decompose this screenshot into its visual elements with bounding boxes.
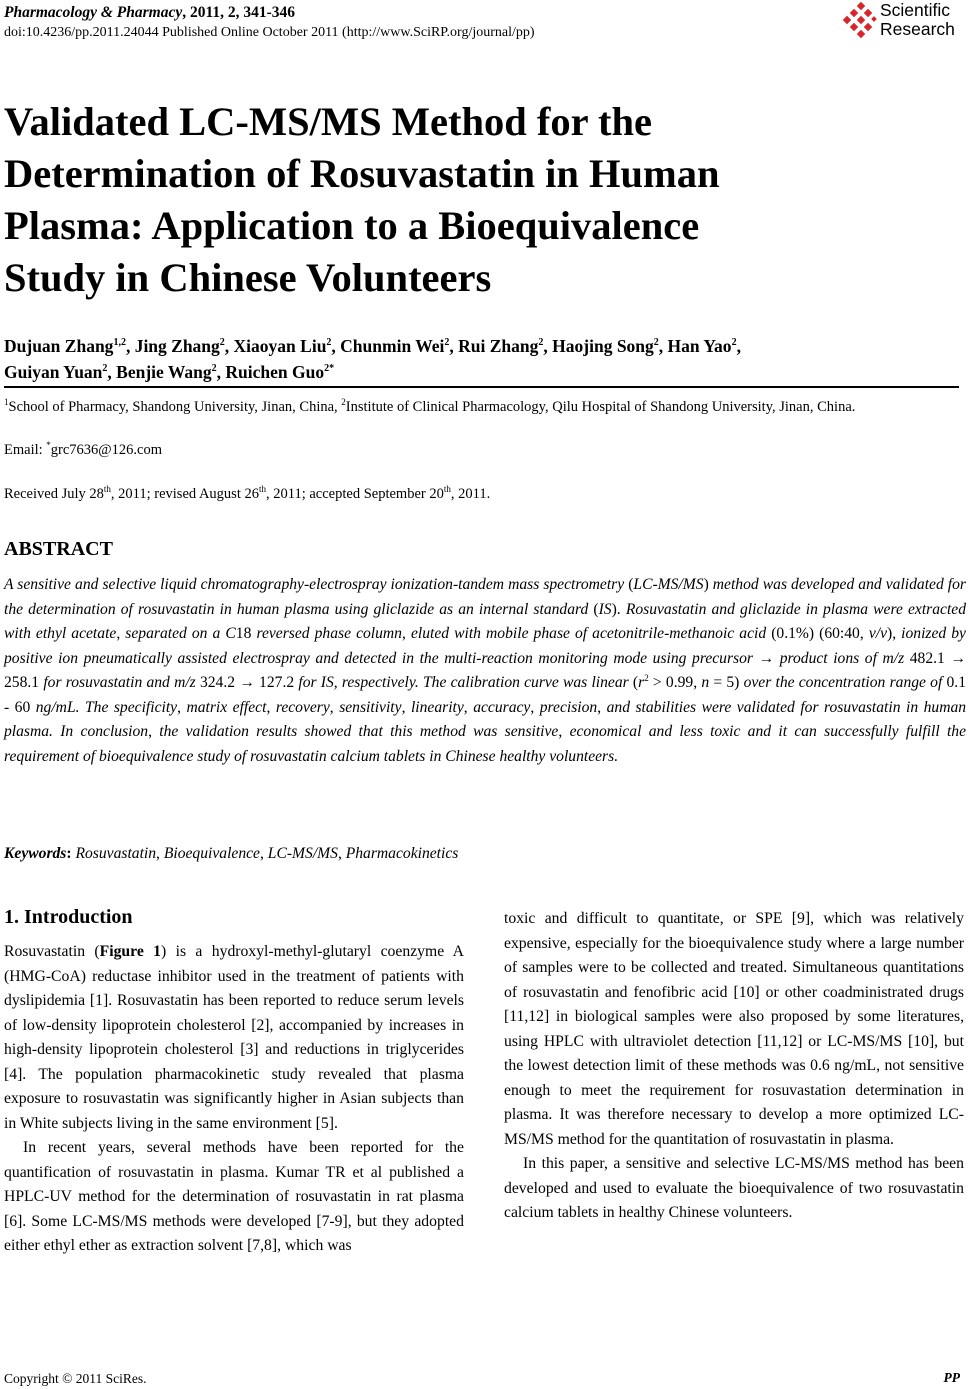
figure-reference[interactable]: Figure 1 bbox=[99, 943, 162, 960]
author: Rui Zhang$^2$ bbox=[458, 336, 544, 356]
author: Ruichen Guo$^{2*}$ bbox=[225, 362, 335, 382]
author: Guiyan Yuan$^2$ bbox=[4, 362, 108, 382]
paragraph: toxic and difficult to quantitate, or SPE [9], which was relatively expensive, especially for the bioequivalence study where a large number of samples were to be collected and treated. Simultaneous quantitations of rosuvastatin and fenofibric acid [10] or other coadministrated drugs [11,12] in biological samples were also proposed by some literatures, using HPLC with ultraviolet detection [11,12] or LC-MS/MS [10], but the lowest detection limit of these methods was 0.6 ng/mL, not sensitive enough to meet the requirement for rosuvastation determination in plasma. It was therefore necessary to develop a more optimized LC-MS/MS method for the quantitation of rosuvastatin in plasma. bbox=[504, 910, 964, 1148]
logo-wordmark bbox=[880, 1, 955, 39]
abstract-text: A sensitive and selective liquid chromatography-electrospray ionization-tandem mass spectrometry (LC-MS/MS) method was developed and validated for the determination of rosuvastatin in human plasma using gliclazide as an internal standard (IS). Rosuvastatin and gliclazide in plasma were extracted with ethyl acetate, separated on a C18 reversed phase column, eluted with mobile phase of acetonitrile-methanoic acid (0.1%) (60:40, v/v), ionized by positive ion pneumatically assisted electrospray and detected in the multi-reaction monitoring mode using precursor → product ions of m/z 482.1 → 258.1 for rosuvastatin and m/z 324.2 → 127.2 for IS, respectively. The calibration curve was linear ($r^2 > 0.99$, n = 5) over the concentration range of 0.1 - 60 ng/mL. The specificity, matrix effect, recovery, sensitivity, linearity, accuracy, precision, and stabilities were validated for rosuvastatin in human plasma. In conclusion, the validation results showed that this method was sensitive, economical and less toxic and it can successfully fulfill the requirement of bioequivalence study of rosuvastatin calcium tablets in Chinese healthy volunteers. bbox=[4, 576, 967, 765]
title-divider bbox=[4, 386, 959, 388]
diamond-pattern-icon bbox=[842, 2, 878, 40]
body-column-right bbox=[504, 907, 964, 1226]
paragraph: In this paper, a sensitive and selective LC-MS/MS method has been developed and used to evaluate the bioequivalence of two rosuvastatin calcium tablets in healthy Chinese volunteers. bbox=[504, 1155, 964, 1221]
corresponding-email: Email: *grc7636@126.com bbox=[4, 440, 163, 458]
author: Dujuan Zhang$^{1,2}$ bbox=[4, 336, 126, 356]
author: Han Yao$^2$ bbox=[667, 336, 737, 356]
body-column-left bbox=[4, 940, 464, 1259]
received-dates: Received July 28th, 2011; revised August 26th, 2011; accepted September 20th, 2011. bbox=[4, 484, 491, 502]
author-list: Dujuan Zhang$^{1,2}$, Jing Zhang$^2$, Xiaoyan Liu$^2$, Chunmin Wei$^2$, Rui Zhang$^2$, Haojing Song$^2$, Han Yao$^2$, Guiyan Yuan$^2$, Benjie Wang$^2$, Ruichen Guo$^{2*}$ bbox=[4, 336, 741, 382]
copyright-footer: Copyright © 2011 SciRes. bbox=[4, 1371, 147, 1386]
journal-volume: , 2011, 2, 341-346 bbox=[182, 4, 296, 21]
abstract-heading: ABSTRACT bbox=[4, 538, 113, 560]
author: Benjie Wang$^2$ bbox=[116, 362, 217, 382]
author: Xiaoyan Liu$^2$ bbox=[233, 336, 332, 356]
email-address[interactable]: grc7636@126.com bbox=[50, 442, 163, 458]
logo-line-2: Research bbox=[880, 19, 955, 39]
title-line: Study in Chinese Volunteers bbox=[4, 255, 492, 300]
publisher-logo bbox=[842, 0, 968, 44]
paper-title bbox=[4, 96, 904, 304]
journal-citation bbox=[4, 4, 295, 22]
author: Chunmin Wei$^2$ bbox=[340, 336, 450, 356]
journal-name: Pharmacology & Pharmacy bbox=[4, 4, 183, 21]
title-line: Validated LC-MS/MS Method for the bbox=[4, 99, 652, 144]
logo-line-1: Scientific bbox=[880, 0, 951, 20]
author: Haojing Song$^2$ bbox=[552, 336, 659, 356]
title-line: Plasma: Application to a Bioequivalence bbox=[4, 203, 700, 248]
keywords-label: Keywords bbox=[4, 845, 67, 862]
section-heading-introduction: 1. Introduction bbox=[4, 906, 133, 928]
paragraph: Rosuvastatin (Figure 1) is a hydroxyl-methyl-glutaryl coenzyme A (HMG-CoA) reductase inhibitor used in the treatment of patients with dyslipidemia [1]. Rosuvastatin has been reported to reduce serum levels of low-density lipoprotein cholesterol [2], accompanied by increases in high-density lipoprotein cholesterol [3] and reductions in triglycerides [4]. The population pharmacokinetic study revealed that plasma exposure to rosuvastatin was significantly higher in Asian subjects than in White subjects living in the same environment [5]. bbox=[4, 943, 465, 1132]
doi-line: doi:10.4236/pp.2011.24044 Published Online October 2011 (http://www.SciRP.org/journal/pp) bbox=[4, 25, 535, 40]
keywords: Keywords: Rosuvastatin, Bioequivalence, LC-MS/MS, Pharmacokinetics bbox=[4, 845, 459, 862]
journal-abbr-footer: PP bbox=[943, 1370, 960, 1385]
affiliations: $^1$School of Pharmacy, Shandong University, Jinan, China, $^2$Institute of Clinical Pharmacology, Qilu Hospital of Shandong University, Jinan, China. bbox=[4, 397, 856, 415]
title-line: Determination of Rosuvastatin in Human bbox=[4, 151, 720, 196]
author: Jing Zhang$^2$ bbox=[134, 336, 225, 356]
paragraph: In recent years, several methods have been reported for the quantification of rosuvastatin in plasma. Kumar TR et al published a HPLC-UV method for the determination of rosuvastatin in rat plasma [6]. Some LC-MS/MS methods were developed [7-9], but they adopted either ethyl ether as extraction solvent [7,8], which was bbox=[4, 1139, 464, 1254]
